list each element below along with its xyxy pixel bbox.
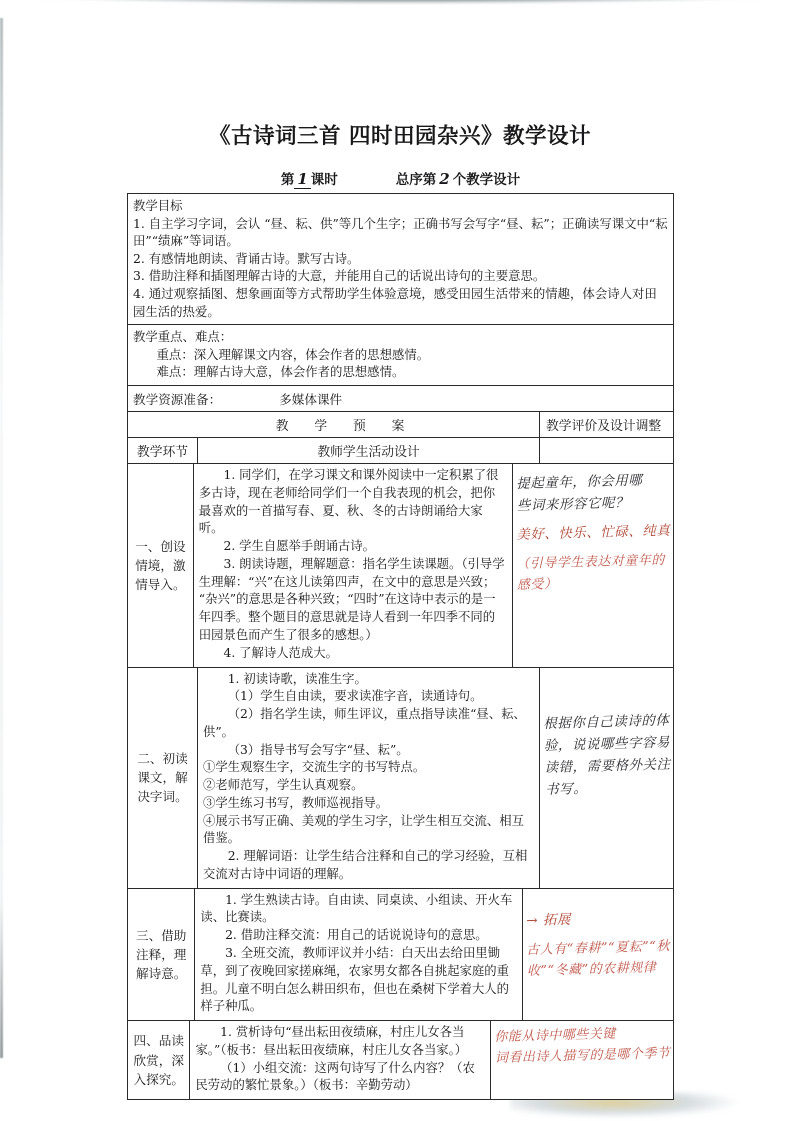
handwritten-note: [526, 936, 671, 982]
handwritten-line: 收”“冬藏”的农耕规律: [526, 959, 657, 979]
objectives-section: [128, 194, 673, 325]
objective-item: 1. 自主学习字词，会认 “昼、耘、供”等几个生字；正确书写会写字“昼、耘”；正确读写课文中“耘田”“绩麻”等词语。: [133, 215, 668, 249]
activity-paragraph: ②老师范写，学生认真观察。: [203, 778, 364, 793]
table-row: [128, 1021, 673, 1099]
table-row: [128, 464, 673, 667]
class-period-field: [281, 168, 338, 188]
activity-paragraph: （1）小组交流：这两句诗写了什么内容？（农民劳动的繁忙景象。）（板书：辛勤劳动）: [195, 1060, 475, 1093]
handwritten-line: 感受）: [516, 576, 558, 593]
stage-label-text: 一、创设情境，激情导入。: [135, 538, 186, 592]
stage-label: [128, 1021, 190, 1099]
scan-left-edge-artifact: [0, 18, 3, 1058]
evaluation-notes-cell: [513, 464, 673, 666]
period-line: [128, 168, 673, 188]
stage-label-text: 四、品读欣赏，深入探究。: [133, 1033, 184, 1087]
objectives-heading: 教学目标: [133, 198, 183, 213]
activity-cell: [190, 1021, 491, 1099]
resources-label: 教学资源准备：: [133, 392, 222, 408]
page-title: 《古诗词三首 四时田园杂兴》教学设计: [209, 124, 591, 149]
activity-paragraph: 3. 朗读诗题，理解题意：指名学生读课题。（引导学生理解：“兴”在这儿读第四声，在文中的意思是兴致；“杂兴”的意思是各种兴致；“四时”在这诗中表示的是一年四季。整个题目的意思就是诗人看到一年四季不同的田园景色而产生了很多的感想。）: [198, 556, 505, 642]
lesson-plan-table: [127, 193, 674, 1100]
activity-paragraph: ④展示书写正确、美观的学生习字，让学生相互交流、相互借鉴。: [203, 813, 524, 846]
activity-paragraph: 2. 借助注释交流：用自己的话说说诗句的意思。: [225, 928, 488, 943]
handwritten-note: [516, 470, 671, 518]
activity-paragraph: 1. 赏析诗句“昼出耘田夜绩麻，村庄儿女各当家。”（板书：昼出耘田夜绩麻，村庄儿女各当家。）: [195, 1025, 468, 1057]
handwritten-line: 读错，需要格外关注: [544, 755, 671, 776]
objective-item: 4. 通过观察插图、想象画面等方式帮助学生体验意境，感受田园生活带来的情趣，体会诗人对田园生活的热爱。: [133, 286, 657, 319]
activity-cell: [198, 668, 540, 888]
activity-paragraph: （1）学生自由读，要求读准字音，读通诗句。: [227, 689, 483, 704]
period-prefix-label: 第: [280, 172, 295, 188]
handwritten-line: 书写。: [544, 779, 588, 798]
handwritten-line: 提起童年，你会用哪: [516, 472, 643, 493]
stage-label: [128, 464, 194, 666]
activity-paragraph: 4. 了解诗人范成大。: [223, 645, 338, 660]
stage-label: [128, 668, 198, 888]
period-number-handwritten: 1: [294, 170, 310, 189]
stage-label-text: 三、借助注释，理解诗意。: [136, 927, 187, 981]
activity-paragraph: 1. 学生熟读古诗。自由读、同桌读、小组读、开火车读、比赛读。: [200, 892, 513, 925]
activity-paragraph: （2）指名学生读，师生评议，重点指导读准“昼、耘、供”。: [203, 707, 526, 739]
notes-column-header-empty: [540, 438, 673, 463]
key-point-text: 重点：深入理解课文内容，体会作者的思想感情。: [156, 346, 430, 362]
handwritten-line: 验，说说哪些字容易: [543, 733, 671, 754]
resources-value: 多媒体课件: [279, 392, 343, 408]
activity-paragraph: （3）指导书写会写字“昼、耘”。: [227, 742, 409, 757]
handwritten-line: 根据你自己读诗的体: [543, 711, 670, 732]
objective-item: 3. 借助注释和插图理解古诗的大意，并能用自己的话说出诗句的主要意思。: [133, 268, 546, 284]
handwritten-note: [526, 907, 670, 933]
activity-cell: [195, 889, 523, 1020]
plan-column-header: 教 学 预 案: [128, 412, 540, 437]
activity-paragraph: 1. 同学们，在学习课文和课外阅读中一定积累了很多古诗，现在老师给同学们一个自我表现的机会，把你最喜欢的一首描写春、夏、秋、冬的古诗朗诵给大家听。: [198, 468, 499, 536]
order-prefix-label: 总序第: [395, 172, 437, 188]
activity-cell: [194, 464, 513, 666]
handwritten-line: 些词来形容它呢？: [516, 494, 630, 514]
activity-paragraph: ③学生练习书写，教师巡视指导。: [203, 795, 389, 810]
handwritten-note: [494, 1022, 671, 1069]
order-number-handwritten: 2: [439, 170, 450, 188]
activity-paragraph: 2. 学生自愿举手朗诵古诗。: [223, 539, 375, 554]
handwritten-line: 你能从诗中哪些关键: [494, 1026, 617, 1046]
table-row: [128, 889, 673, 1021]
stage-label-text: 二、初读课文，解决字词。: [137, 750, 188, 805]
handwritten-note: [516, 521, 671, 547]
activity-paragraph: 1. 初读诗歌，读准生字。: [227, 671, 367, 686]
activity-paragraph: 2. 理解词语：让学生结合注释和自己的学习经验，互相交流对古诗中词语的理解。: [203, 849, 528, 881]
activity-paragraph: ①学生观察生字，交流生字的书写特点。: [203, 760, 426, 775]
activity-column-header: 教师学生活动设计: [198, 438, 540, 463]
evaluation-notes-cell: [523, 889, 673, 1020]
evaluation-notes-cell: [540, 668, 673, 888]
handwritten-line: 美好、快乐、忙碌、纯真: [516, 522, 671, 543]
scan-top-edge-artifact: [0, 0, 800, 4]
difficulty-text: 难点：理解古诗大意，体会作者的思想感情。: [156, 364, 405, 380]
handwritten-note: [516, 549, 671, 595]
order-suffix-label: 个教学设计: [452, 172, 521, 188]
evaluation-column-header: 教学评价及设计调整: [546, 419, 662, 435]
table-row: [128, 668, 673, 889]
resources-section: [128, 386, 673, 412]
evaluation-notes-cell: [491, 1021, 673, 1099]
stage-column-header: 教学环节: [128, 438, 198, 463]
stage-label: [128, 889, 195, 1020]
design-order-field: [396, 168, 520, 188]
handwritten-line: 词看出诗人描写的是哪个季节: [495, 1046, 672, 1067]
handwritten-line: 古人有“春耕”“夏耘”“秋: [526, 938, 671, 958]
objective-item: 2. 有感情地朗读、背诵古诗。默写古诗。: [133, 250, 360, 266]
period-suffix-label: 课时: [310, 172, 338, 188]
activity-paragraph: 3. 全班交流，教师评议并小结：白天出去给田里锄草，到了夜晚回家搓麻绳，农家男女都各自挑起家庭的重担。儿童不明白怎么耕田织布，但也在桑树下学着大人的样子种瓜。: [200, 946, 509, 1014]
handwritten-line: → 拓展: [526, 911, 572, 929]
table-header-row: [128, 412, 673, 438]
focus-section: [128, 325, 673, 386]
handwritten-note: [543, 710, 672, 801]
table-subheader-row: [128, 438, 673, 464]
handwritten-line: （引导学生表达对童年的: [516, 552, 665, 572]
focus-heading: 教学重点、难点：: [133, 329, 233, 345]
